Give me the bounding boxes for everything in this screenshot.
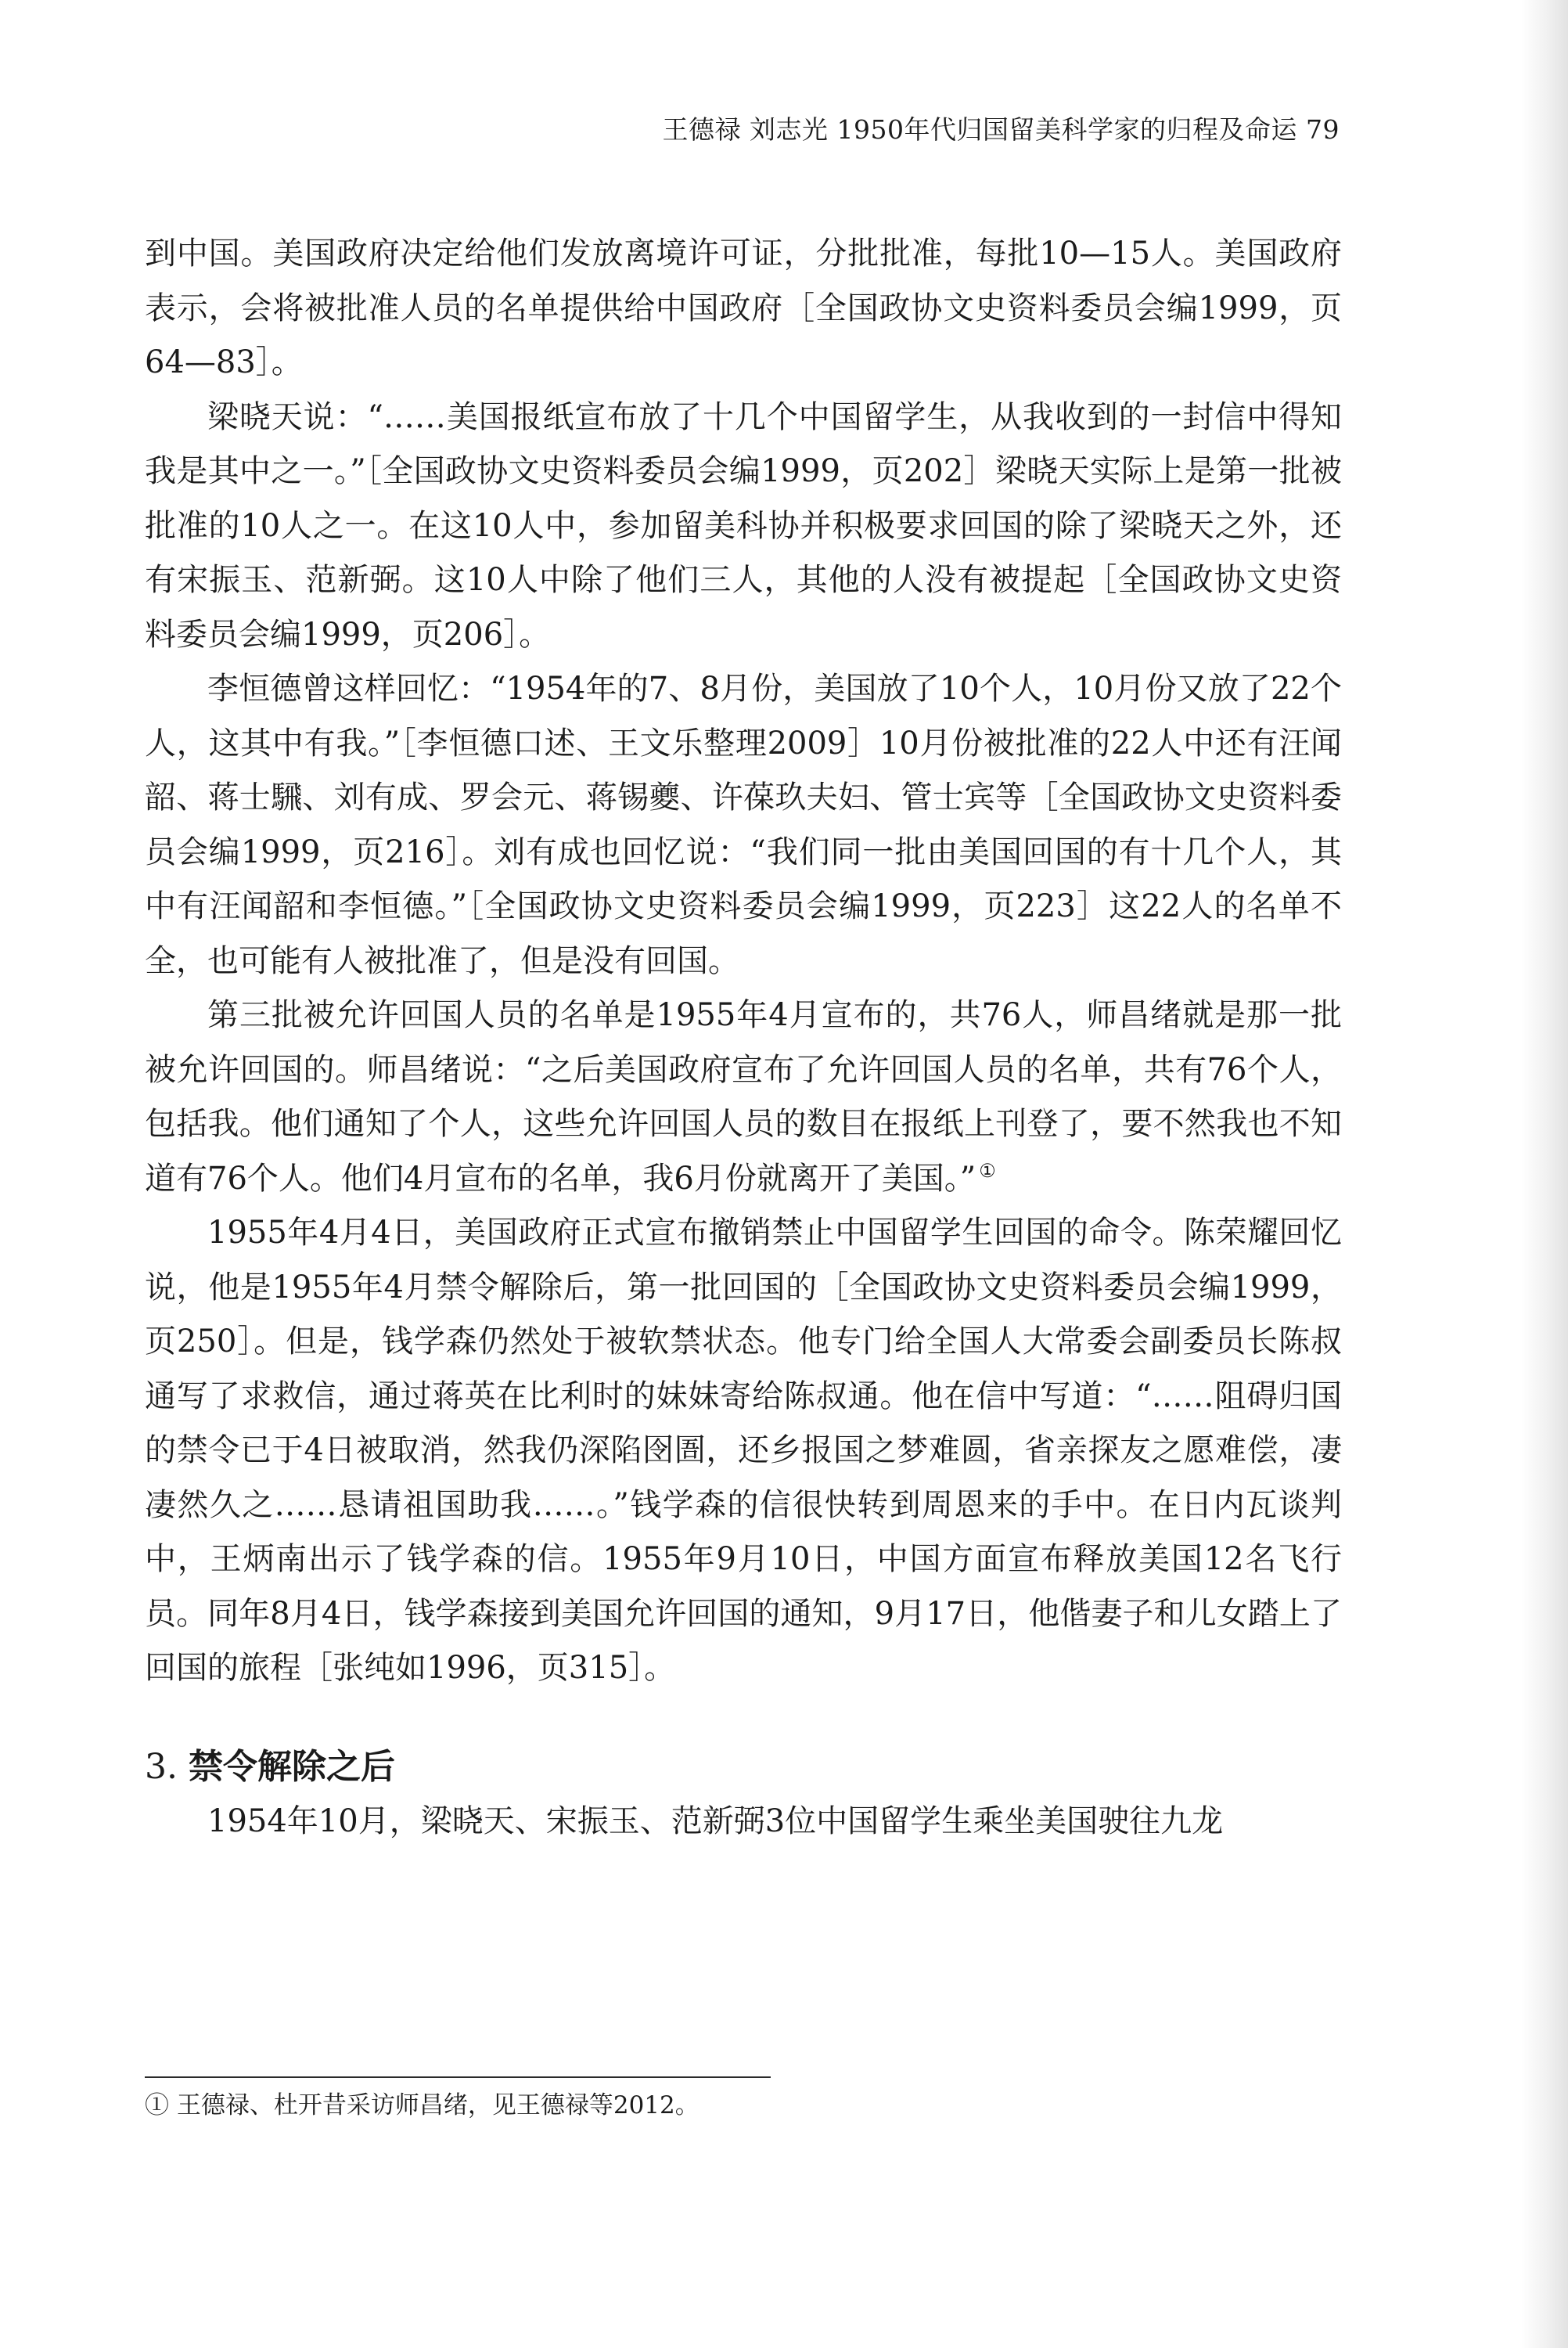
section-number: 3. (145, 1746, 178, 1787)
paragraph-5: 1955年4月4日，美国政府正式宣布撤销禁止中国留学生回国的命令。陈荣耀回忆说，他是1955年4月禁令解除后，第一批回国的［全国政协文史资料委员会编1999，页250］。但是，钱学森仍然处于被软禁状态。他专门给全国人大常委会副委员长陈叔通写了求救信，通过蒋英在比利时的妹妹寄给陈叔通。他在信中写道：“……阻碍归国的禁令已于4日被取消，然我仍深陷囹圄，还乡报国之梦难圆，省亲探友之愿难偿，凄凄然久之……恳请祖国助我……。”钱学森的信很快转到周恩来的手中。在日内瓦谈判中，王炳南出示了钱学森的信。1955年9月10日，中国方面宣布释放美国12名飞行员。同年8月4日，钱学森接到美国允许回国的通知，9月17日，他偕妻子和儿女踏上了回国的旅程［张纯如1996，页315］。 (145, 1215, 1342, 1686)
paragraph-1: 到中国。美国政府决定给他们发放离境许可证，分批批准，每批10—15人。美国政府表示，会将被批准人员的名单提供给中国政府［全国政协文史资料委员会编1999，页64—83］。 (145, 236, 1342, 380)
footnote: ① 王德禄、杜开昔采访师昌绪，见王德禄等2012。 (145, 2091, 699, 2119)
running-head: 王德禄 刘志光 1950年代归国留美科学家的归程及命运 79 (662, 114, 1340, 145)
footnote-divider (145, 2076, 771, 2078)
footnote-reference[interactable]: ① (979, 1160, 996, 1183)
page-edge-shadow (1521, 0, 1568, 2348)
section-title: 禁令解除之后 (188, 1746, 395, 1787)
body-text (145, 227, 1342, 1849)
paragraph-4 (145, 989, 1342, 1206)
paragraph-3: 李恒德曾这样回忆：“1954年的7、8月份，美国放了10个人，10月份又放了22个人，这其中有我。”［李恒德口述、王文乐整理2009］10月份被批准的22人中还有汪闻韶、蒋士騛、刘有成、罗会元、蒋锡夔、许葆玖夫妇、管士宾等［全国政协文史资料委员会编1999，页216］。刘有成也回忆说：“我们同一批由美国回国的有十几个人，其中有汪闻韶和李恒德。”［全国政协文史资料委员会编1999，页223］这22人的名单不全，也可能有人被批准了，但是没有回国。 (145, 671, 1342, 979)
paragraph-2: 梁晓天说：“……美国报纸宣布放了十几个中国留学生，从我收到的一封信中得知我是其中之一。”［全国政协文史资料委员会编1999，页202］梁晓天实际上是第一批被批准的10人之一。在这10人中，参加留美科协并积极要求回国的除了梁晓天之外，还有宋振玉、范新弼。这10人中除了他们三人，其他的人没有被提起［全国政协文史资料委员会编1999，页206］。 (145, 398, 1342, 653)
section-first-paragraph: 1954年10月，梁晓天、宋振玉、范新弼3位中国留学生乘坐美国驶往九龙 (207, 1802, 1224, 1839)
paragraph-4-text: 第三批被允许回国人员的名单是1955年4月宣布的，共76人，师昌绪就是那一批被允许回国的。师昌绪说：“之后美国政府宣布了允许回国人员的名单，共有76个人，包括我。他们通知了个人，这些允许回国人员的数目在报纸上刊登了，要不然我也不知道有76个人。他们4月宣布的名单，我6月份就离开了美国。” (145, 997, 1342, 1197)
section-heading (145, 1740, 1342, 1795)
